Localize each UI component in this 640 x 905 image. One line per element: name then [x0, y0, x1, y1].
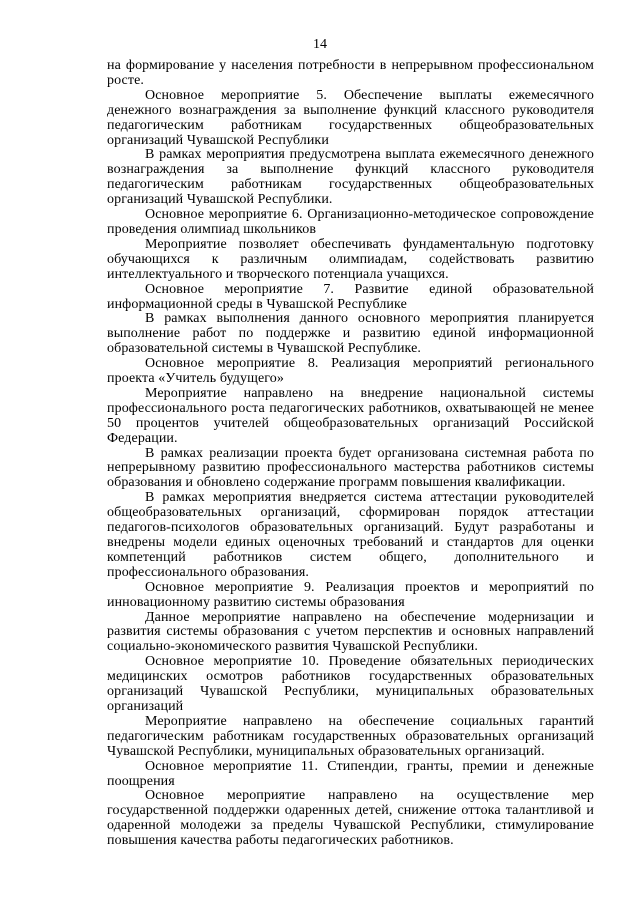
paragraph-measure-10-text: Мероприятие направлено на обеспечение социальных гарантий педагогическим работникам государственных образовательных организаций Чувашской Республики, муниципальных образовательных организаций. [107, 713, 594, 759]
paragraph-measure-6-title: Основное мероприятие 6. Организационно-методическое сопровождение проведения олимпиад школьников [107, 207, 594, 237]
paragraph-measure-7-title: Основное мероприятие 7. Развитие единой образовательной информационной среды в Чувашской Республике [107, 281, 594, 312]
paragraph-measure-8-text-1: Мероприятие направлено на внедрение национальной системы профессионального роста педагогических работников, охватывающей не менее 50 процентов учителей общеобразовательных организаций Российской Федерации. [107, 385, 594, 446]
paragraph-measure-6-text: Мероприятие позволяет обеспечивать фундаментальную подготовку обучающихся к различным олимпиадам, содействовать развитию интеллектуального и творческого потенциала учащихся. [107, 236, 594, 282]
paragraph-measure-11-title: Основное мероприятие 11. Стипендии, гранты, премии и денежные поощрения [107, 758, 594, 789]
paragraph-measure-10-title: Основное мероприятие 10. Проведение обязательных периодических медицинских осмотров работников государственных образовательных организаций Чувашской Республики, муниципальных образовательных организаций [107, 654, 594, 714]
page-number: 14 [313, 37, 327, 52]
paragraph-measure-8-title: Основное мероприятие 8. Реализация мероприятий регионального проекта «Учитель будущего» [107, 356, 594, 387]
paragraph-measure-9-text: Данное мероприятие направлено на обеспечение модернизации и развития системы образования с учетом перспектив и основных направлений социально-экономического развития Чувашской Республики. [107, 609, 594, 655]
paragraph-measure-8-text-2: В рамках реализации проекта будет организована системная работа по непрерывному развитию профессионального мастерства работников системы образования и обновлено содержание программ повышения квалификации. [107, 445, 594, 491]
paragraph-measure-5-title: Основное мероприятие 5. Обеспечение выплаты ежемесячного денежного вознаграждения за выполнение функций классного руководителя педагогическим работникам государственных общеобразовательных организаций Чувашской Республики [107, 87, 594, 148]
paragraph-measure-7-text: В рамках выполнения данного основного мероприятия планируется выполнение работ по поддержке и развитию единой информационной образовательной системы в Чувашской Республике. [107, 311, 594, 357]
paragraph-measure-5-text: В рамках мероприятия предусмотрена выплата ежемесячного денежного вознаграждения за выполнение функций классного руководителя педагогическим работникам государственных общеобразовательных организаций Чувашской Республики. [107, 147, 594, 208]
paragraph-measure-9-title: Основное мероприятие 9. Реализация проектов и мероприятий по инновационному развитию системы образования [107, 579, 594, 610]
paragraph-continuation: на формирование у населения потребности в непрерывном профессиональном росте. [107, 58, 594, 88]
paragraph-measure-8-text-3: В рамках мероприятия внедряется система аттестации руководителей общеобразовательных организаций, сформирован порядок аттестации педагогов-психологов образовательных организаций. Будут разработаны и внедрены модели единых оценочных требований и стандартов для оценки компетенций работников систем общего, дополнительного и профессионального образования. [107, 490, 594, 580]
paragraph-measure-11-text: Основное мероприятие направлено на осуществление мер государственной поддержки одаренных детей, снижение оттока талантливой и одаренной молодежи за пределы Чувашской Республики, стимулирование повышения качества работы педагогических работников. [107, 788, 594, 849]
document-body [107, 59, 594, 849]
